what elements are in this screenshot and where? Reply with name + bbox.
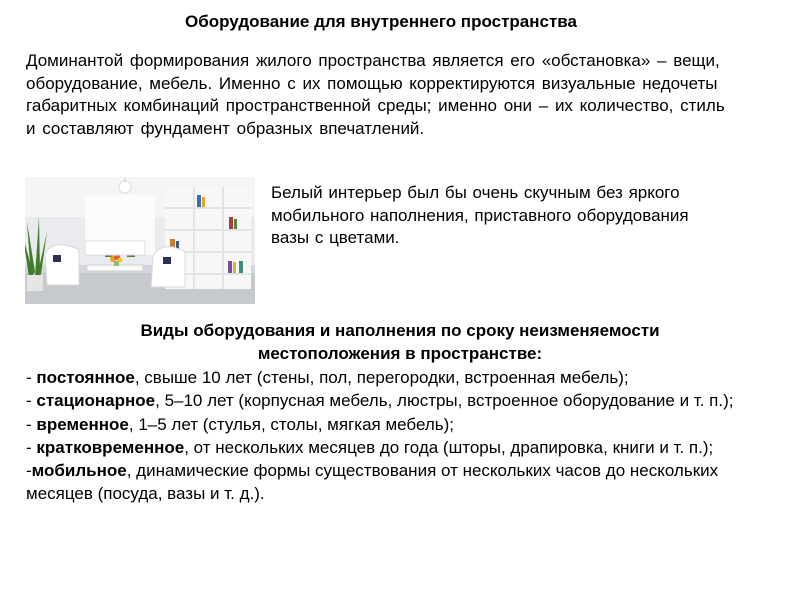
- list-item: [26, 413, 766, 436]
- item-term: временное: [36, 414, 129, 434]
- list-item: [26, 459, 766, 506]
- item-term: кратковременное: [36, 437, 185, 457]
- list-item: [26, 366, 766, 389]
- interior-photo: [25, 177, 255, 304]
- item-prefix: -: [26, 461, 32, 481]
- item-prefix: -: [26, 414, 37, 434]
- item-text: , 5–10 лет (корпусная мебель, люстры, встроенное оборудование и т. п.);: [155, 391, 734, 411]
- item-prefix: -: [26, 391, 37, 411]
- list-item: [26, 389, 766, 412]
- item-term: стационарное: [36, 391, 156, 411]
- section-heading-line1: Виды оборудования и наполнения по сроку неизменяемости: [140, 321, 660, 340]
- section-heading: [0, 320, 800, 365]
- item-text: , от нескольких месяцев до года (шторы, драпировка, книги и т. п.);: [184, 437, 714, 457]
- side-note: Белый интерьер был бы очень скучным без яркого мобильного наполнения, приставного оборудования вазы с цветами.: [271, 183, 689, 247]
- item-text: , свыше 10 лет (стены, пол, перегородки, встроенная мебель);: [134, 368, 629, 387]
- page-title: Оборудование для внутреннего пространства: [185, 12, 577, 31]
- item-term: мобильное: [31, 461, 127, 481]
- intro-paragraph: Доминантой формирования жилого пространства является его «обстановка» – вещи, оборудование, мебель. Именно с их помощью корректируются визуальные недочеты габаритных комбинаций пространственной среды; именно они – их количество, стиль и составляют фундамент образных впечатлений.: [26, 51, 725, 138]
- item-text: , динамические формы существования от нескольких часов до нескольких месяцев (посуда, вазы и т. д.).: [26, 461, 719, 504]
- section-heading-line2: местоположения в пространстве:: [257, 343, 543, 363]
- item-term: постоянное: [36, 368, 135, 387]
- equipment-types-list: [26, 366, 766, 506]
- item-prefix: -: [26, 437, 37, 457]
- list-item: [26, 436, 766, 459]
- item-prefix: -: [26, 368, 37, 387]
- item-text: , 1–5 лет (стулья, столы, мягкая мебель);: [128, 414, 455, 434]
